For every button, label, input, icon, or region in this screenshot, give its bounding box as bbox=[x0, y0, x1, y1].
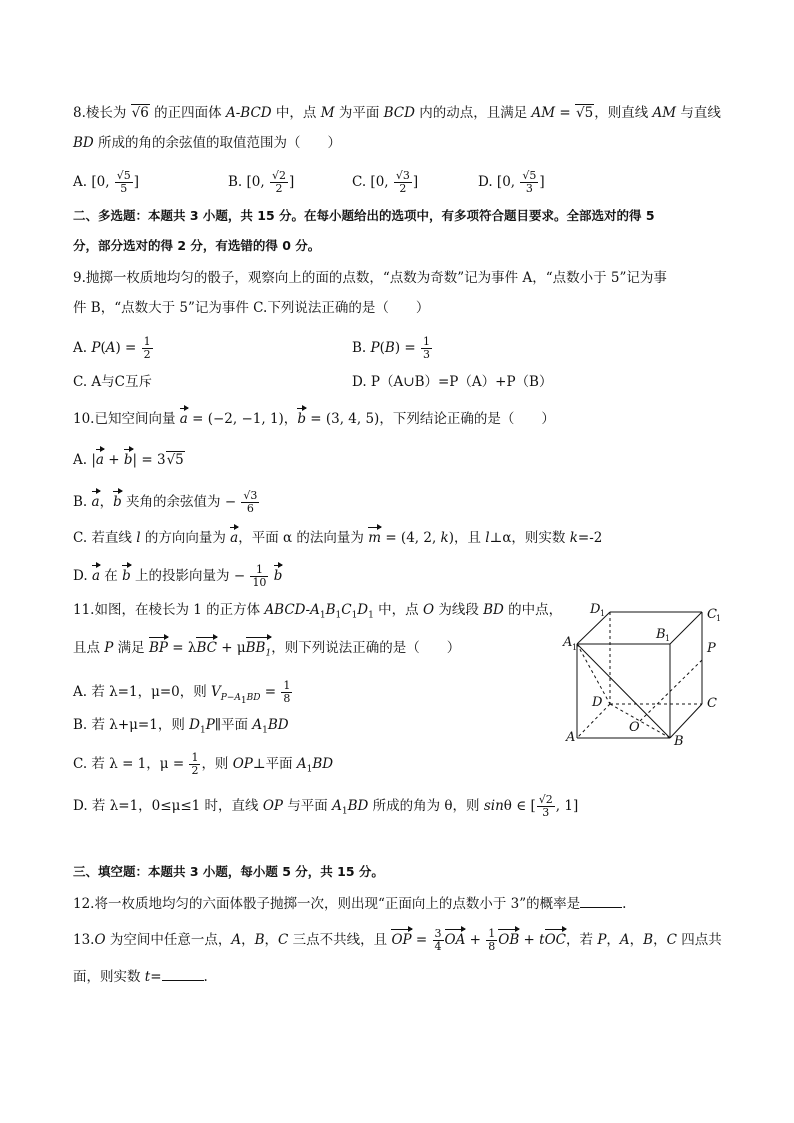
svg-text:D: D bbox=[590, 602, 601, 617]
svg-text:1: 1 bbox=[572, 643, 578, 652]
section2-heading-line2: 分，部分选对的得 2 分，有选错的得 0 分。 bbox=[73, 238, 321, 253]
svg-text:D: D bbox=[592, 695, 603, 710]
q11-line1: 11.如图，在棱长为 1 的正方体 ABCD-$A_1B_1C_1D_1$ 中，点 O 为线段 BD 的中点， bbox=[73, 602, 563, 621]
q8-option-b: B. [0, $\frac{√2}{2}$ ] bbox=[228, 169, 295, 195]
svg-text:P: P bbox=[707, 641, 716, 656]
section3-heading: 三、填空题：本题共 3 小题，每小题 5 分，共 15 分。 bbox=[73, 864, 384, 879]
q8-option-d: D. [0, $\frac{√5}{3}$ ] bbox=[478, 169, 545, 195]
q9-line1: 9.抛掷一枚质地均匀的骰子，观察向上的面的点数，“点数为奇数”记为事件 A，“点数小于 5”记为事 bbox=[73, 270, 667, 286]
q12-answer-blank[interactable] bbox=[580, 893, 622, 908]
svg-text:A: A bbox=[566, 730, 576, 745]
q11-option-b: B. 若 λ+μ=1，则 $D_1P\parallel$平面 $A_1BD$ bbox=[73, 717, 289, 736]
svg-text:O: O bbox=[629, 720, 640, 735]
q13-line2: 面，则实数 t= . bbox=[73, 966, 208, 987]
q9-option-c: C. A与C互斥 bbox=[73, 374, 153, 390]
q8-line2: BD 所成的角的余弦值的取值范围为（ ） bbox=[73, 135, 342, 151]
q8-option-c: C. [0, $\frac{√3}{2}$ ] bbox=[352, 169, 419, 195]
svg-text:C: C bbox=[707, 607, 717, 622]
svg-text:B: B bbox=[656, 627, 666, 642]
q9-option-a: A. P(A) = $\frac{1}{2}$ bbox=[73, 335, 151, 361]
q10-option-d: D. a 在 b 上的投影向量为 − $\frac{1}{10}$ b bbox=[73, 563, 283, 589]
q13-line1: 13.O 为空间中任意一点，A，B，C 三点不共线，且 OP = $\frac{3}{4}$ OA + $\frac{1}{8}$ OB + tOC，若 P，A，B，C 四点共 bbox=[73, 927, 722, 953]
svg-text:1: 1 bbox=[716, 614, 722, 623]
cube-figure bbox=[560, 600, 730, 750]
q10-stem: 10.已知空间向量 a = (−2, −1, 1)，b = (3, 4, 5)，下列结论正确的是（ ） bbox=[73, 411, 555, 427]
q11-line2: 且点 P 满足 BP = λBC + μBB$_1$，则下列说法正确的是（ ） bbox=[73, 638, 460, 664]
q13-answer-blank[interactable] bbox=[162, 966, 204, 981]
q11-option-c: C. 若 λ = 1，μ = $\frac{1}{2}$ ，则 OP⊥平面 $A_1BD$ bbox=[73, 751, 334, 777]
q10-option-a: A. |a + b| = 3√5 bbox=[73, 452, 184, 468]
svg-text:C: C bbox=[707, 696, 717, 711]
q8-line1: 8.棱长为 √6 的正四面体 A-BCD 中，点 M 为平面 BCD 内的动点，且满足 AM = √5，则直线 AM 与直线 bbox=[73, 105, 721, 121]
section2-heading-line1: 二、多选题：本题共 3 小题，共 15 分。在每小题给出的选项中，有多项符合题目要求。全部选对的得 5 bbox=[73, 208, 655, 223]
q10-option-c: C. 若直线 l 的方向向量为 a，平面 α 的法向量为 m = (4, 2, k)，且 l⊥α，则实数 k=-2 bbox=[73, 530, 603, 546]
q12-line1: 12.将一枚质地均匀的六面体骰子抛掷一次，则出现“正面向上的点数小于 3”的概率是 . bbox=[73, 893, 626, 914]
q10-option-b: B. a，b 夹角的余弦值为 − $\frac{√3}{6}$ bbox=[73, 489, 258, 515]
q8-option-a: A. [0, $\frac{√5}{5}$ ] bbox=[73, 169, 140, 195]
svg-text:1: 1 bbox=[665, 634, 671, 643]
q11-option-a: A. 若 λ=1，μ=0，则 $V_{P-A_1BD}$ = $\frac{1}{8}$ bbox=[73, 679, 291, 706]
svg-text:A: A bbox=[563, 635, 573, 650]
q9-option-d: D. P（A∪B）=P（A）+P（B） bbox=[352, 374, 553, 390]
q11-option-d: D. 若 λ=1，0≤μ≤1 时，直线 OP 与平面 $A_1BD$ 所成的角为 θ，则 sinθ ∈ [ $\frac{√2}{3}$ , 1] bbox=[73, 793, 579, 819]
svg-text:1: 1 bbox=[600, 609, 606, 618]
q9-line2: 件 B，“点数大于 5”记为事件 C.下列说法正确的是（ ） bbox=[73, 300, 430, 316]
q9-option-b: B. P(B) = $\frac{1}{3}$ bbox=[352, 335, 430, 361]
svg-text:B: B bbox=[674, 734, 684, 749]
